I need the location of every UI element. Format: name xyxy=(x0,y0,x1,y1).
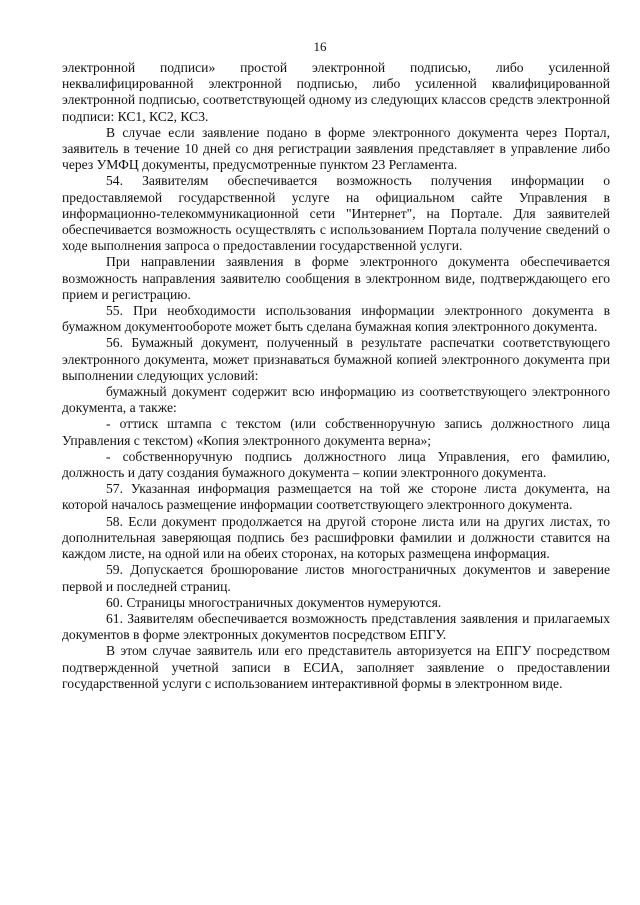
paragraph: 61. Заявителям обеспечивается возможность представления заявления и прилагаемых документов в форме электронных документов посредством ЕПГУ. xyxy=(62,610,610,643)
page-number: 16 xyxy=(313,39,327,54)
paragraph: 59. Допускается брошюрование листов многостраничных документов и заверение первой и последней страниц. xyxy=(62,562,610,594)
document-body xyxy=(62,60,610,692)
paragraph: В случае если заявление подано в форме электронного документа через Портал, заявитель в течение 10 дней со дня регистрации заявления представляет в управление либо через УМФЦ документы, предусмотренные пунктом 23 Регламента. xyxy=(62,124,610,173)
list-item: - собственноручную подпись должностного лица Управления, его фамилию, должность и дату создания бумажного документа – копии электронного документа. xyxy=(62,448,610,481)
paragraph: 54. Заявителям обеспечивается возможность получения информации о предоставляемой государственной услуге на официальном сайте Управления в информационно-телекоммуникационной сети "Интернет", на Портале. Для заявителей обеспечивается возможность осуществлять с использованием Портала получение сведений о ходе выполнения запроса о предоставлении государственной услуги. xyxy=(62,173,610,254)
paragraph: 57. Указанная информация размещается на той же стороне листа документа, на которой началось размещение информации соответствующего электронного документа. xyxy=(62,481,610,513)
paragraph: 60. Страницы многостраничных документов нумеруются. xyxy=(106,594,442,610)
list-item: - оттиск штампа с текстом (или собственноручную запись должностного лица Управления с текстом) «Копия электронного документа верна»; xyxy=(62,416,610,448)
paragraph: бумажный документ содержит всю информацию из соответствующего электронного документа, а также: xyxy=(62,384,610,416)
paragraph: При направлении заявления в форме электронного документа обеспечивается возможность направления заявителю сообщения в электронном виде, подтверждающего его прием и регистрацию. xyxy=(62,254,610,302)
paragraph: В этом случае заявитель или его представитель авторизуется на ЕПГУ посредством подтвержденной учетной записи в ЕСИА, заполняет заявление о предоставлении государственной услуги с использованием интерактивной формы в электронном виде. xyxy=(62,643,610,691)
paragraph: 55. При необходимости использования информации электронного документа в бумажном документообороте может быть сделана бумажная копия электронного документа. xyxy=(62,303,610,335)
paragraph: 58. Если документ продолжается на другой стороне листа или на других листах, то дополнительная заверяющая подпись без расшифровки фамилии и должности ставится на каждом листе, на одной или на обеих сторонах, на которых размещена информация. xyxy=(62,513,610,562)
paragraph: 56. Бумажный документ, полученный в результате распечатки соответствующего электронного документа, может признаваться бумажной копией электронного документа при выполнении следующих условий: xyxy=(62,335,610,383)
paragraph: электронной подписи» простой электронной подписью, либо усиленной неквалифицированной электронной подписью, либо усиленной квалифицированной электронной подписью, соответствующей одному из следующих классов средств электронной подписи: КС1, КС2, КС3. xyxy=(62,60,610,124)
